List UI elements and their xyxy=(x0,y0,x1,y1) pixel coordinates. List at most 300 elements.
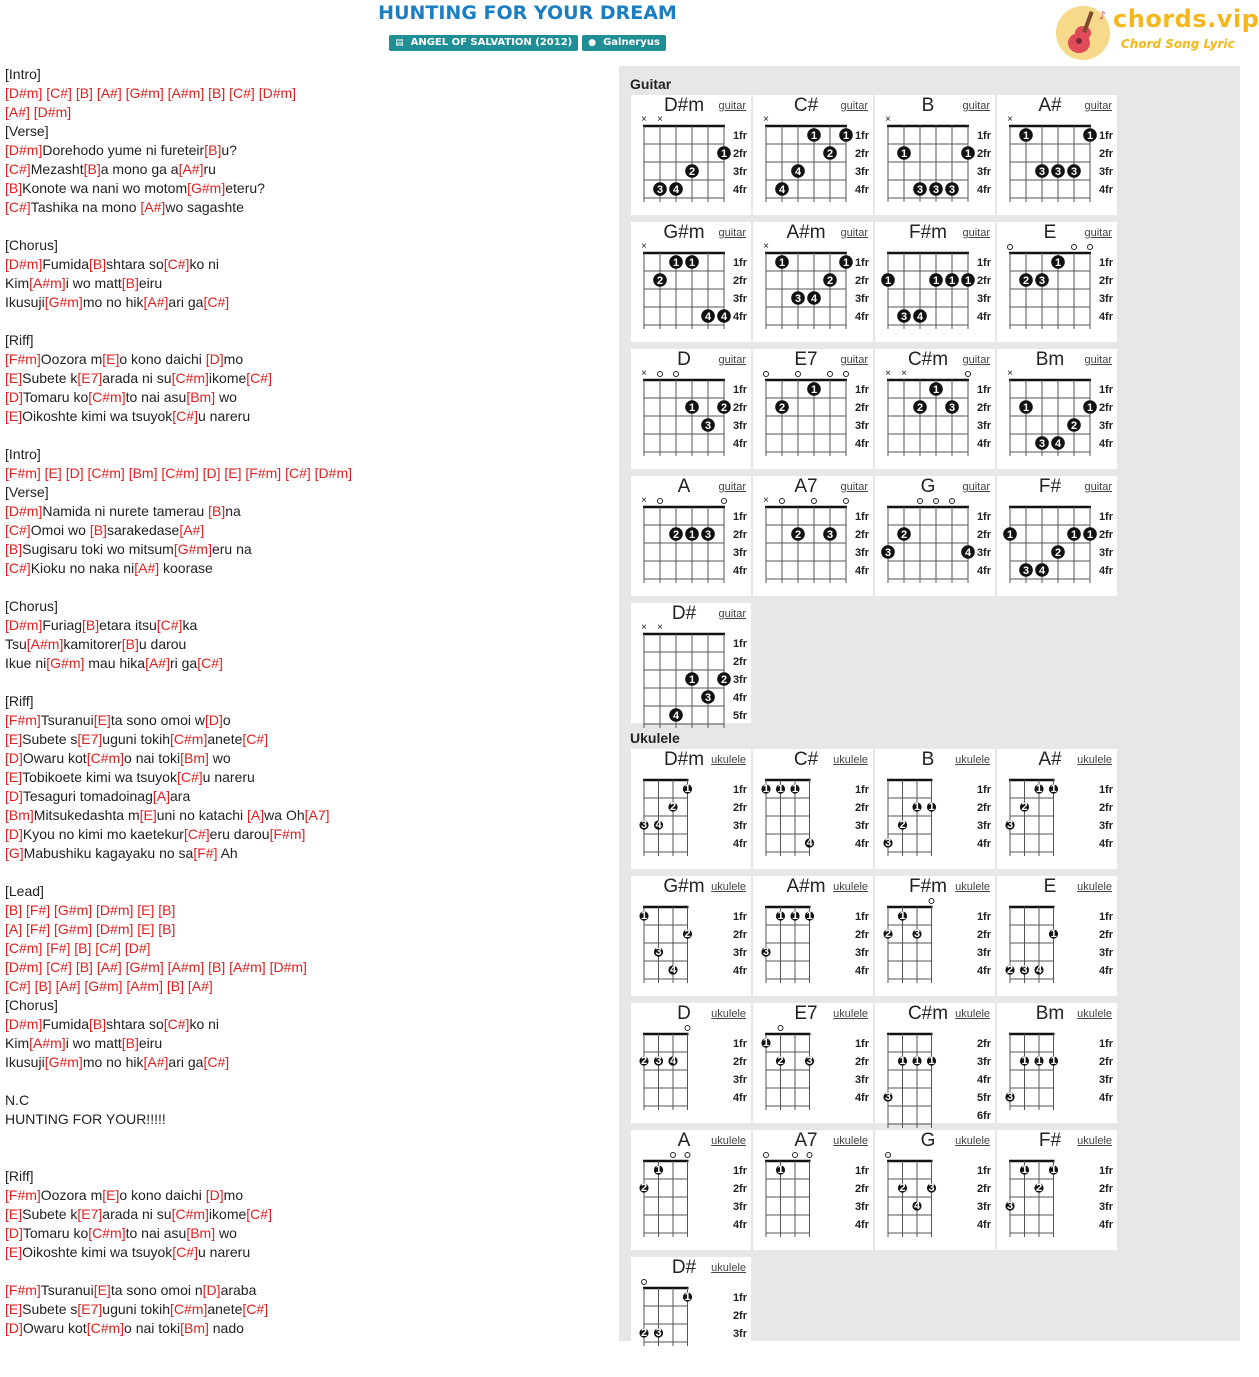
fret-label: 4fr xyxy=(854,1219,869,1231)
chord-token[interactable]: [C#] xyxy=(156,617,183,633)
chord-token[interactable]: [F#] xyxy=(193,845,218,861)
badge-row xyxy=(0,35,1055,51)
chord-token[interactable]: [Bm] xyxy=(180,1320,209,1336)
chord-card-ukulele[interactable] xyxy=(875,749,995,869)
instrument-link[interactable]: ukulele xyxy=(955,881,990,893)
chord-card-guitar[interactable] xyxy=(997,222,1117,342)
chord-token[interactable]: [B] xyxy=(208,959,226,975)
chord-token[interactable]: [F#] xyxy=(26,921,51,937)
chord-token[interactable]: [C#] xyxy=(246,1206,272,1222)
chord-token[interactable]: [D] xyxy=(205,712,223,728)
chord-token[interactable]: [D#m] xyxy=(96,902,134,918)
finger-number: 4 xyxy=(1035,964,1043,976)
lyric-line: [G]Mabushiku kagayaku no sa[F#] Ah xyxy=(5,845,238,861)
finger-number: 1 xyxy=(932,384,940,396)
fret-label: 3fr xyxy=(732,547,747,559)
chord-token[interactable]: [C#] xyxy=(172,408,198,424)
chord-token[interactable]: [B] xyxy=(5,902,23,918)
open-string-mark xyxy=(685,1153,690,1158)
instrument-link[interactable]: guitar xyxy=(840,354,868,366)
chord-diagram xyxy=(753,876,873,996)
chord-token[interactable]: [E7] xyxy=(77,731,103,747)
chord-card-ukulele[interactable] xyxy=(997,749,1117,869)
chord-token[interactable]: [G#m] xyxy=(125,959,164,975)
lyric-line: [F#m]Oozora m[E]o kono daichi [D]mo xyxy=(5,351,244,367)
chord-token[interactable]: [A#] xyxy=(55,978,81,994)
chord-token[interactable]: [C#] xyxy=(172,1244,198,1260)
chord-card-ukulele[interactable] xyxy=(997,1003,1117,1123)
instrument-link[interactable]: ukulele xyxy=(955,1135,990,1147)
chord-token[interactable]: [Bm] xyxy=(5,807,34,823)
muted-string-mark: × xyxy=(657,114,663,125)
chord-token[interactable]: [D#m] xyxy=(5,256,43,272)
chord-token[interactable]: [D] xyxy=(202,465,221,481)
chord-card-guitar[interactable] xyxy=(875,476,995,596)
chord-token[interactable]: [A7] xyxy=(304,807,330,823)
chord-card-guitar[interactable] xyxy=(875,349,995,469)
finger-number: 3 xyxy=(1070,166,1078,178)
open-string-mark xyxy=(764,1153,769,1158)
chord-card-ukulele[interactable] xyxy=(875,1003,995,1123)
finger-number: 1 xyxy=(899,910,906,922)
instrument-link[interactable]: ukulele xyxy=(711,754,746,766)
chord-token[interactable]: [A#m] xyxy=(126,978,163,994)
chord-token[interactable]: [A#] xyxy=(5,104,30,120)
chord-token[interactable]: [C#] xyxy=(229,85,255,101)
chord-token[interactable]: [C#m] xyxy=(86,750,125,766)
instrument-link[interactable]: ukulele xyxy=(1077,1008,1112,1020)
chord-token[interactable]: [B] xyxy=(121,636,139,652)
finger-number: 4 xyxy=(806,837,813,849)
chord-card-guitar[interactable] xyxy=(753,222,873,342)
instrument-link[interactable]: guitar xyxy=(840,100,868,112)
chord-token[interactable]: [G#m] xyxy=(187,180,226,196)
chord-token[interactable]: [C#] xyxy=(5,978,31,994)
chord-token[interactable]: [A#] xyxy=(143,1054,169,1070)
chord-token[interactable]: [A#m] xyxy=(29,275,66,291)
chord-token[interactable]: [Bm] xyxy=(180,750,209,766)
chord-token[interactable]: [A#m] xyxy=(229,959,266,975)
chord-token[interactable]: [C#] xyxy=(246,370,272,386)
chord-card-guitar[interactable] xyxy=(631,349,751,469)
chord-token[interactable]: [D] xyxy=(202,1282,221,1298)
chord-card-guitar[interactable] xyxy=(631,603,751,723)
instrument-link[interactable]: ukulele xyxy=(833,1135,868,1147)
chord-token[interactable]: [C#m] xyxy=(88,1225,126,1241)
open-string-mark xyxy=(671,1153,676,1158)
chord-token[interactable]: [G#m] xyxy=(54,921,93,937)
chord-token[interactable]: [D#m] xyxy=(5,85,43,101)
chord-token[interactable]: [A#] xyxy=(96,959,122,975)
finger-number: 3 xyxy=(794,293,802,305)
chord-token[interactable]: [G#m] xyxy=(84,978,123,994)
fret-label: 3fr xyxy=(1098,166,1113,178)
chord-token[interactable]: [C#] xyxy=(163,1016,190,1032)
chord-token[interactable]: [D] xyxy=(5,1225,23,1241)
instrument-link[interactable]: ukulele xyxy=(711,1008,746,1020)
chord-diagram xyxy=(997,876,1117,996)
chord-token[interactable]: [C#] xyxy=(5,161,31,177)
instrument-link[interactable]: guitar xyxy=(718,481,746,493)
chord-token[interactable]: [B] xyxy=(121,1035,139,1051)
chord-card-guitar[interactable] xyxy=(631,476,751,596)
fret-label: 4fr xyxy=(732,438,747,450)
chord-diagram xyxy=(631,876,751,996)
chord-token[interactable]: [D] xyxy=(205,351,224,367)
chord-token[interactable]: [B] xyxy=(74,940,92,956)
chord-token[interactable]: [E] xyxy=(137,902,155,918)
chord-token[interactable]: [E] xyxy=(102,1187,120,1203)
chord-card-ukulele[interactable] xyxy=(997,1130,1117,1250)
instrument-link[interactable]: guitar xyxy=(1084,354,1112,366)
chord-token[interactable]: [D#m] xyxy=(269,959,307,975)
open-string-mark xyxy=(793,1153,798,1158)
instrument-link[interactable]: guitar xyxy=(962,354,990,366)
fret-label: 4fr xyxy=(732,311,747,323)
chord-token[interactable]: [B] xyxy=(75,959,93,975)
fret-label: 4fr xyxy=(976,438,991,450)
chord-token[interactable]: [C#] xyxy=(285,465,311,481)
chord-token[interactable]: [B] xyxy=(208,503,226,519)
chord-token[interactable]: [B] xyxy=(34,978,52,994)
fret-label: 2fr xyxy=(1098,275,1113,287)
instrument-link[interactable]: guitar xyxy=(1084,481,1112,493)
chord-token[interactable]: [D] xyxy=(205,1187,224,1203)
chord-token[interactable]: [A] xyxy=(152,788,170,804)
chord-token[interactable]: [E] xyxy=(5,731,23,747)
instrument-link[interactable]: guitar xyxy=(962,100,990,112)
chord-token[interactable]: [C#m] xyxy=(170,731,208,747)
fret-label: 3fr xyxy=(732,1074,747,1086)
chord-card-ukulele[interactable] xyxy=(631,876,751,996)
chord-diagram xyxy=(997,1130,1117,1250)
chord-card-ukulele[interactable] xyxy=(875,1130,995,1250)
chord-token[interactable]: [D#m] xyxy=(5,617,43,633)
chord-diagram xyxy=(753,476,873,596)
site-logo[interactable] xyxy=(1055,3,1259,61)
chord-token[interactable]: [D#m] xyxy=(5,142,43,158)
chord-token[interactable]: [B] xyxy=(208,85,226,101)
lyric-line xyxy=(5,959,307,975)
chord-token[interactable]: [C#] xyxy=(242,1301,269,1317)
chord-token[interactable]: [D] xyxy=(5,389,23,405)
fret-label: 3fr xyxy=(976,166,991,178)
chord-token[interactable]: [C#m] xyxy=(87,465,125,481)
fret-label: 1fr xyxy=(976,384,991,396)
instrument-link[interactable]: guitar xyxy=(718,227,746,239)
chord-card-guitar[interactable] xyxy=(753,476,873,596)
guitar-section-label: Guitar xyxy=(630,76,672,92)
chord-card-guitar[interactable] xyxy=(753,349,873,469)
chord-token[interactable]: [B] xyxy=(158,902,176,918)
finger-number: 2 xyxy=(656,275,664,287)
chord-token[interactable]: [A#] xyxy=(187,978,213,994)
lyric-line: [E]Tobikoete kimi wa tsuyok[C#]u nareru xyxy=(5,769,255,785)
chord-token[interactable]: [C#] xyxy=(5,199,31,215)
instrument-link[interactable]: guitar xyxy=(718,354,746,366)
finger-number: 2 xyxy=(1006,964,1014,976)
chord-token[interactable]: [C#] xyxy=(203,1054,230,1070)
chord-token[interactable]: [E] xyxy=(93,1282,111,1298)
chord-token[interactable]: [C#] xyxy=(5,522,31,538)
chord-token[interactable]: [A#] xyxy=(134,560,160,576)
chord-token[interactable]: [C#] xyxy=(163,256,190,272)
chord-token[interactable]: [E] xyxy=(5,408,23,424)
chord-token[interactable]: [C#m] xyxy=(86,1320,125,1336)
chord-token[interactable]: [B] xyxy=(89,256,107,272)
chord-card-ukulele[interactable] xyxy=(631,749,751,869)
chord-token[interactable]: [A#] xyxy=(143,294,169,310)
chord-diagram xyxy=(875,95,995,215)
chord-token[interactable]: [B] xyxy=(166,978,184,994)
chord-token[interactable]: [C#m] xyxy=(170,1301,208,1317)
fret-label: 3fr xyxy=(1098,1074,1113,1086)
chord-token[interactable]: [E] xyxy=(5,1244,23,1260)
chord-token[interactable]: [F#m] xyxy=(5,1187,41,1203)
chord-token[interactable]: [B] xyxy=(75,85,93,101)
chord-token[interactable]: [C#] xyxy=(176,769,203,785)
finger-number: 3 xyxy=(1021,964,1028,976)
chord-token[interactable]: [D#m] xyxy=(5,503,43,519)
chord-token[interactable]: [D#] xyxy=(124,940,151,956)
chord-token[interactable]: [G#m] xyxy=(46,655,85,671)
album-badge[interactable] xyxy=(389,35,578,51)
fret-label: 1fr xyxy=(854,784,869,796)
chord-token[interactable]: [Bm] xyxy=(186,1225,216,1241)
chord-card-ukulele[interactable] xyxy=(631,1130,751,1250)
finger-number: 4 xyxy=(720,311,728,323)
chord-token[interactable]: [E] xyxy=(224,465,242,481)
fret-label: 2fr xyxy=(1098,802,1113,814)
finger-number: 1 xyxy=(948,275,956,287)
chord-token[interactable]: [E7] xyxy=(77,370,103,386)
chord-token[interactable]: [E7] xyxy=(77,1301,103,1317)
fret-label: 2fr xyxy=(976,929,991,941)
chord-token[interactable]: [C#m] xyxy=(171,1206,209,1222)
chord-card-guitar[interactable] xyxy=(631,222,751,342)
chord-token[interactable]: [A#] xyxy=(178,161,204,177)
finger-number: 3 xyxy=(762,946,770,958)
chord-token[interactable]: [A#m] xyxy=(167,85,205,101)
chord-token[interactable]: [B] xyxy=(158,921,176,937)
chord-diagram xyxy=(753,349,873,469)
fret-label: 1fr xyxy=(976,1165,991,1177)
chord-card-ukulele[interactable] xyxy=(753,1003,873,1123)
chord-token[interactable]: [A#] xyxy=(140,199,166,215)
chord-card-ukulele[interactable] xyxy=(997,876,1117,996)
chord-token[interactable]: [B] xyxy=(5,541,23,557)
fret-label: 4fr xyxy=(976,1219,991,1231)
chord-token[interactable]: [A#m] xyxy=(26,636,64,652)
fret-label: 3fr xyxy=(854,547,869,559)
chord-token[interactable]: [C#m] xyxy=(5,940,43,956)
open-string-mark xyxy=(844,372,849,377)
chord-token[interactable]: [D] xyxy=(5,1320,23,1336)
chord-card-guitar[interactable] xyxy=(875,95,995,215)
chord-token[interactable]: [Bm] xyxy=(128,465,158,481)
chord-token[interactable]: [F#] xyxy=(26,902,51,918)
chord-token[interactable]: [G#m] xyxy=(54,902,93,918)
chord-token[interactable]: [F#m] xyxy=(5,712,41,728)
lyric-line: [Riff] xyxy=(5,693,34,709)
chord-card-guitar[interactable] xyxy=(997,95,1117,215)
chord-token[interactable]: [A#] xyxy=(96,85,122,101)
chord-token[interactable]: [C#m] xyxy=(171,370,209,386)
chord-card-ukulele[interactable] xyxy=(875,876,995,996)
chord-token[interactable]: [B] xyxy=(5,180,23,196)
fret-label: 1fr xyxy=(854,911,869,923)
chord-token[interactable]: [D#m] xyxy=(258,85,297,101)
chord-card-guitar[interactable] xyxy=(997,349,1117,469)
fret-label: 4fr xyxy=(732,692,747,704)
fret-label: 3fr xyxy=(1098,820,1113,832)
finger-number: 4 xyxy=(669,964,677,976)
chord-card-ukulele[interactable] xyxy=(631,1003,751,1123)
chord-name: F#m xyxy=(909,222,947,243)
instrument-link[interactable]: ukulele xyxy=(711,1135,746,1147)
instrument-link[interactable]: ukulele xyxy=(1077,1135,1112,1147)
chord-token[interactable]: [G#m] xyxy=(44,294,83,310)
chord-card-guitar[interactable] xyxy=(997,476,1117,596)
finger-number: 1 xyxy=(777,910,784,922)
chord-token[interactable]: [E] xyxy=(93,712,111,728)
chord-token[interactable]: [E] xyxy=(5,1301,23,1317)
fret-label: 3fr xyxy=(732,820,747,832)
instrument-link[interactable]: guitar xyxy=(962,227,990,239)
chord-token[interactable]: [E] xyxy=(5,370,23,386)
chord-card-ukulele[interactable] xyxy=(753,749,873,869)
chord-token[interactable]: [D#m] xyxy=(96,921,134,937)
chord-token[interactable]: [B] xyxy=(89,522,107,538)
chord-token[interactable]: [D#m] xyxy=(5,1016,43,1032)
chord-card-ukulele[interactable] xyxy=(753,876,873,996)
artist-badge[interactable] xyxy=(582,35,666,51)
chord-token[interactable]: [C#] xyxy=(197,655,223,671)
instrument-link[interactable]: ukulele xyxy=(833,881,868,893)
chord-token[interactable]: [A#] xyxy=(145,655,170,671)
chord-card-guitar[interactable] xyxy=(875,222,995,342)
fret-label: 1fr xyxy=(854,384,869,396)
chord-token[interactable]: [E] xyxy=(5,1206,23,1222)
chord-token[interactable]: [F#m] xyxy=(5,1282,41,1298)
finger-number: 2 xyxy=(916,402,924,414)
chord-token[interactable]: [B] xyxy=(83,161,101,177)
chord-token[interactable]: [B] xyxy=(121,275,139,291)
chord-token[interactable]: [C#] xyxy=(46,85,72,101)
lyric-line: [D#m]Furiag[B]etara itsu[C#]ka xyxy=(5,617,198,633)
chord-token[interactable]: [E] xyxy=(44,465,62,481)
chord-token[interactable]: [C#] xyxy=(46,959,72,975)
chord-card-guitar[interactable] xyxy=(631,95,751,215)
chord-token[interactable]: [D] xyxy=(5,826,23,842)
chord-token[interactable]: [A#m] xyxy=(167,959,205,975)
chord-token[interactable]: [E7] xyxy=(77,1206,103,1222)
muted-string-mark: × xyxy=(763,114,769,125)
chord-token[interactable]: [C#] xyxy=(203,294,230,310)
open-string-mark xyxy=(674,372,679,377)
chord-token[interactable]: [B] xyxy=(89,1016,107,1032)
chord-card-ukulele[interactable] xyxy=(631,1257,751,1377)
chord-token[interactable]: [C#] xyxy=(5,560,31,576)
finger-number: 3 xyxy=(932,184,940,196)
chord-card-ukulele[interactable] xyxy=(753,1130,873,1250)
chord-token[interactable]: [C#] xyxy=(242,731,269,747)
instrument-link[interactable]: guitar xyxy=(1084,227,1112,239)
chord-token[interactable]: [A] xyxy=(5,921,23,937)
chord-token[interactable]: [F#m] xyxy=(245,465,282,481)
chord-token[interactable]: [D#m] xyxy=(314,465,352,481)
chord-token[interactable]: [D] xyxy=(65,465,84,481)
chord-diagram xyxy=(631,749,751,869)
chord-token[interactable]: [E] xyxy=(139,807,157,823)
fret-label: 4fr xyxy=(854,838,869,850)
instrument-link[interactable]: guitar xyxy=(1084,100,1112,112)
instrument-link[interactable]: guitar xyxy=(840,227,868,239)
chord-token[interactable]: [G#m] xyxy=(125,85,164,101)
chord-token[interactable]: [F#] xyxy=(46,940,71,956)
chord-token[interactable]: [D] xyxy=(5,750,23,766)
chord-token[interactable]: [D#m] xyxy=(5,959,43,975)
chord-token[interactable]: [E] xyxy=(137,921,155,937)
chord-token[interactable]: [E] xyxy=(102,351,120,367)
chord-token[interactable]: [C#m] xyxy=(88,389,126,405)
chord-token[interactable]: [A#m] xyxy=(29,1035,66,1051)
instrument-link[interactable]: ukulele xyxy=(955,754,990,766)
chord-token[interactable]: [D#m] xyxy=(33,104,72,120)
chord-token[interactable]: [Bm] xyxy=(186,389,216,405)
chord-diagram xyxy=(875,876,995,996)
instrument-link[interactable]: guitar xyxy=(718,100,746,112)
chord-token[interactable]: [F#m] xyxy=(5,351,41,367)
chord-token[interactable]: [C#] xyxy=(183,826,210,842)
instrument-link[interactable]: ukulele xyxy=(1077,881,1112,893)
instrument-link[interactable]: ukulele xyxy=(833,1008,868,1020)
user-icon: ● xyxy=(588,38,597,48)
instrument-link[interactable]: ukulele xyxy=(833,754,868,766)
chord-token[interactable]: [G#m] xyxy=(44,1054,83,1070)
chord-diagram xyxy=(631,222,751,342)
finger-number: 3 xyxy=(884,1091,892,1103)
instrument-link[interactable]: guitar xyxy=(718,608,746,620)
chord-token[interactable]: [A#] xyxy=(179,522,205,538)
fret-label: 1fr xyxy=(976,257,991,269)
chord-token[interactable]: [B] xyxy=(82,617,100,633)
chord-token[interactable]: [D] xyxy=(5,788,23,804)
finger-number: 1 xyxy=(913,801,921,813)
chord-token[interactable]: [G] xyxy=(5,845,24,861)
fret-label: 2fr xyxy=(976,275,991,287)
chord-token[interactable]: [C#m] xyxy=(161,465,199,481)
chord-token[interactable]: [G#m] xyxy=(173,541,212,557)
chord-token[interactable]: [F#m] xyxy=(269,826,306,842)
chord-token[interactable]: [F#m] xyxy=(5,465,41,481)
instrument-link[interactable]: ukulele xyxy=(711,1262,746,1274)
chord-card-guitar[interactable] xyxy=(753,95,873,215)
finger-number: 4 xyxy=(916,311,924,323)
chord-token[interactable]: [E] xyxy=(5,769,23,785)
instrument-link[interactable]: guitar xyxy=(840,481,868,493)
fret-label: 2fr xyxy=(854,1056,869,1068)
chord-token[interactable]: [A] xyxy=(247,807,265,823)
fret-label: 1fr xyxy=(732,638,747,650)
chord-token[interactable]: [B] xyxy=(204,142,222,158)
instrument-link[interactable]: guitar xyxy=(962,481,990,493)
chord-token[interactable]: [C#] xyxy=(95,940,121,956)
instrument-link[interactable]: ukulele xyxy=(955,1008,990,1020)
open-string-mark xyxy=(778,1026,783,1031)
instrument-link[interactable]: ukulele xyxy=(1077,754,1112,766)
instrument-link[interactable]: ukulele xyxy=(711,881,746,893)
